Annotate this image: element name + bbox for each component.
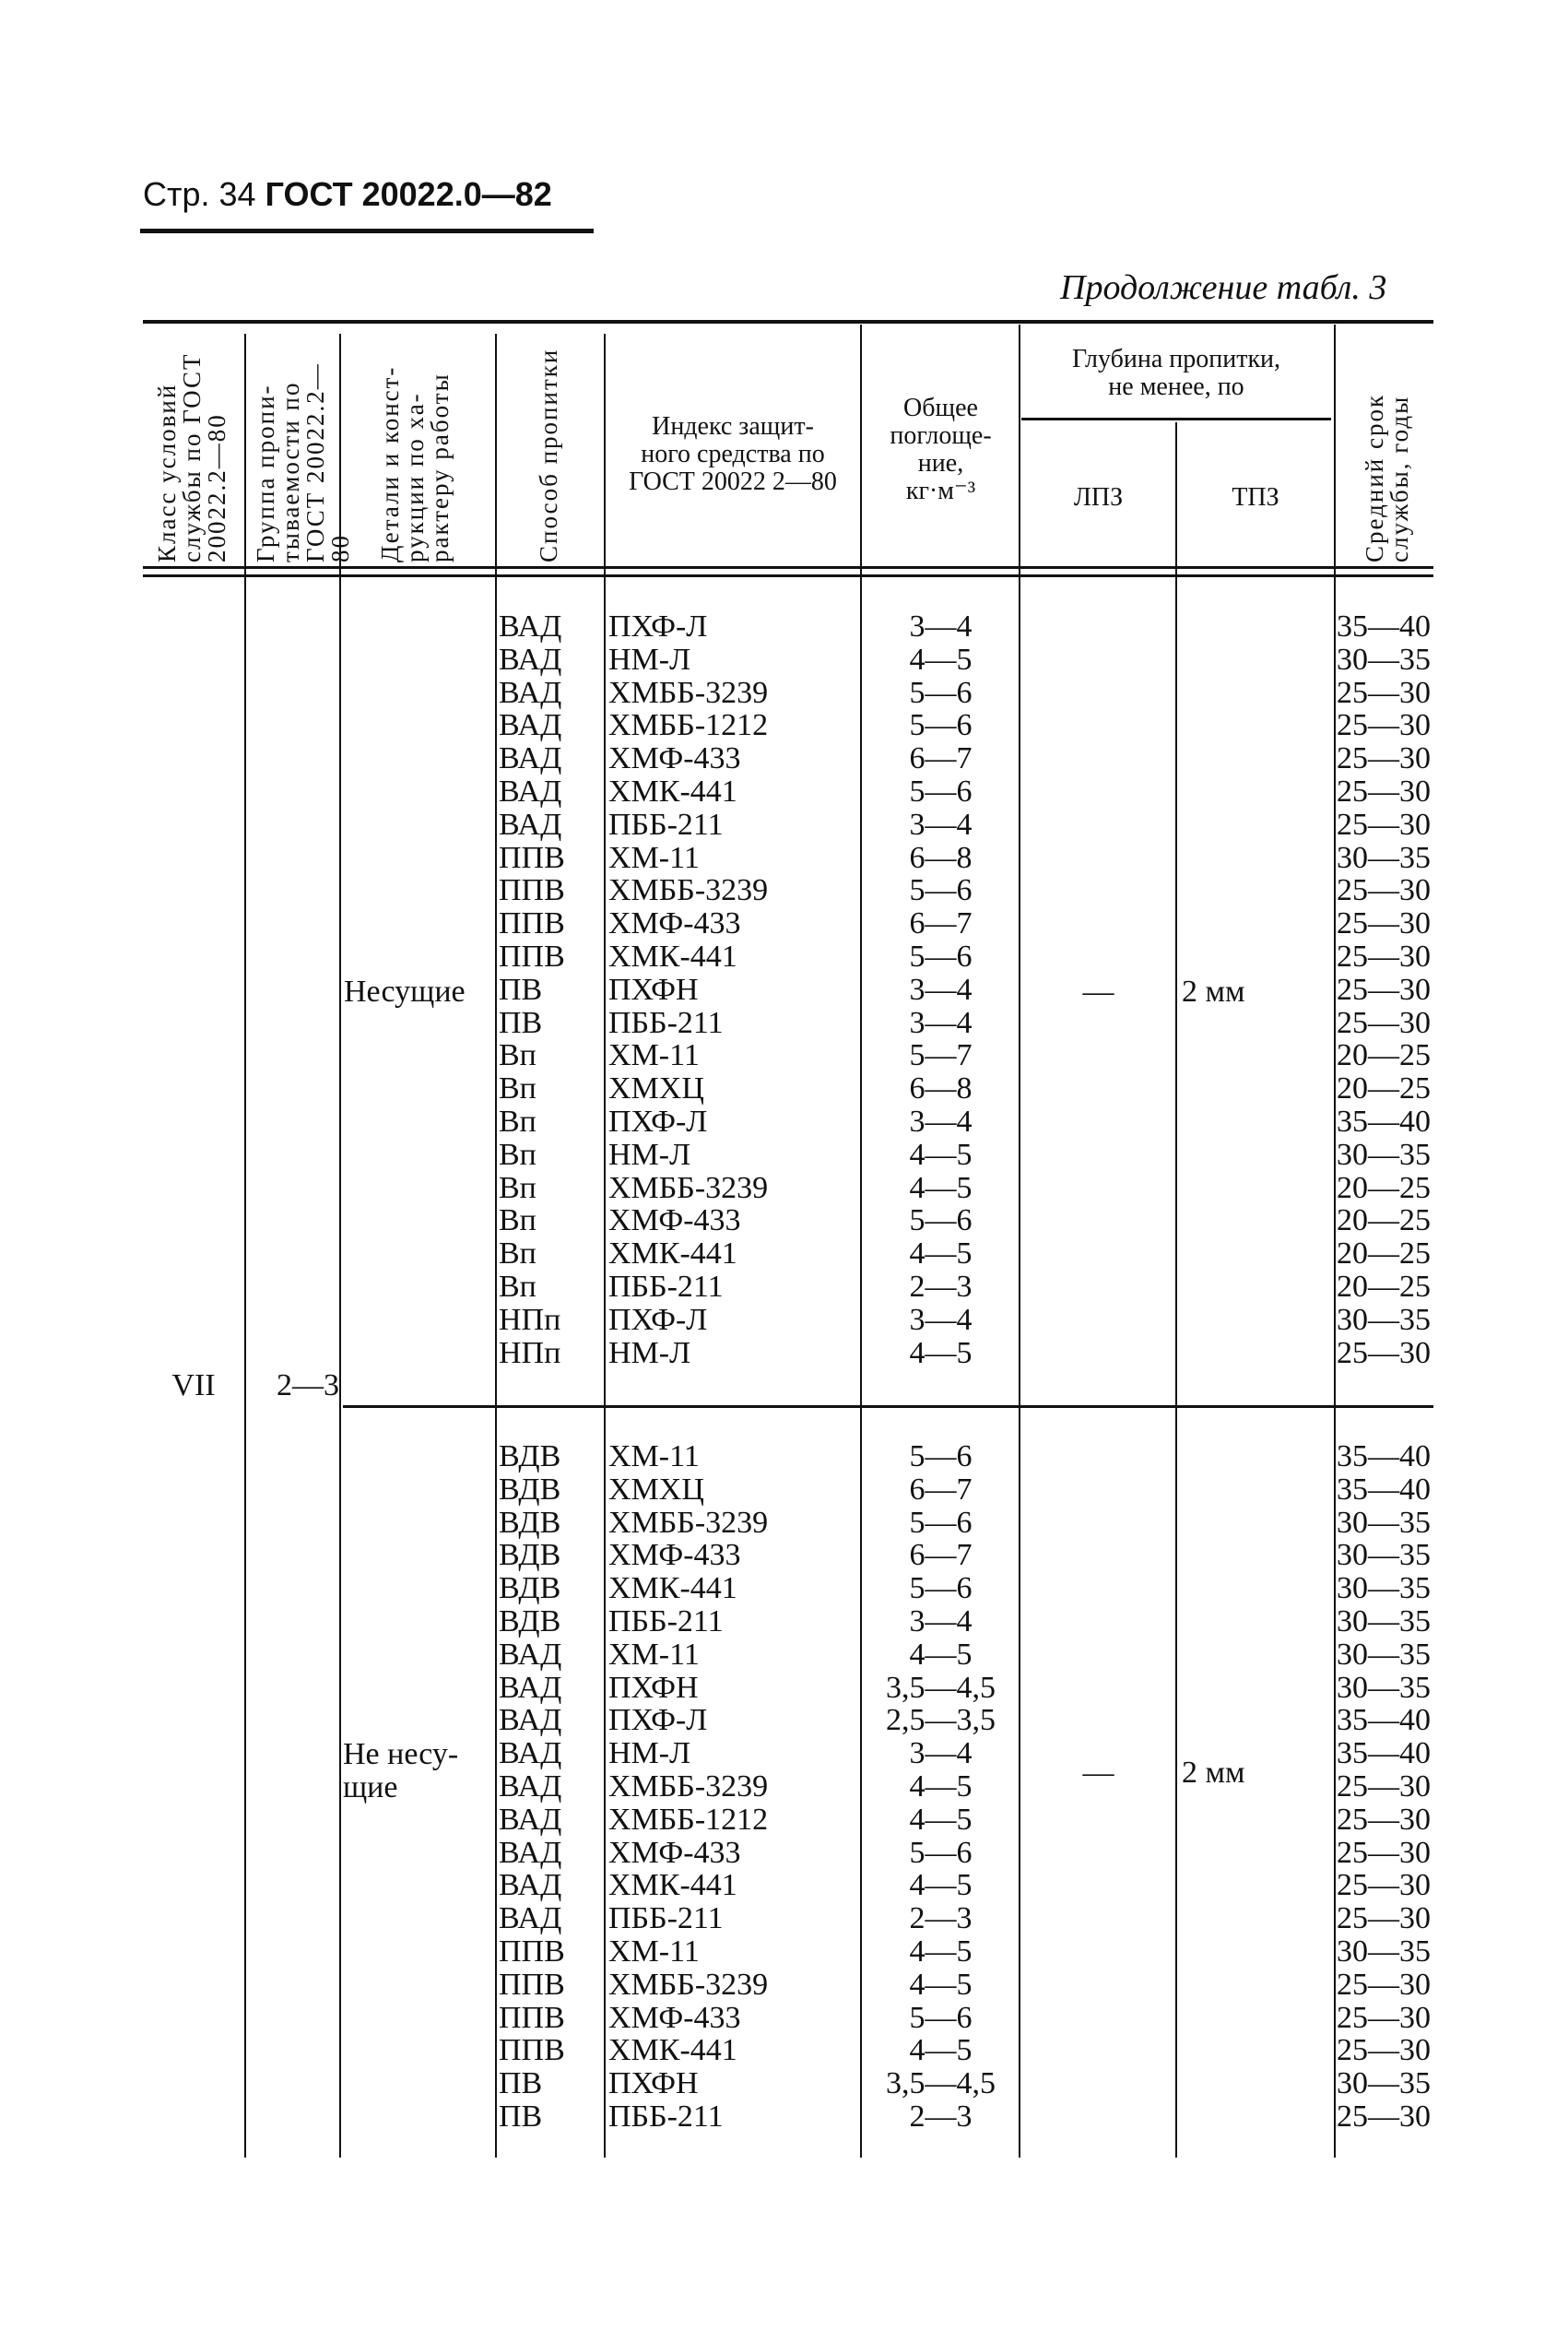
index-cell: ХМХЦ [608,1071,704,1106]
tpz-cell: 2 мм [1182,975,1245,1009]
index-cell: ХМФ-433 [608,1538,741,1573]
absorption-cell: 4—5 [909,2033,973,2068]
index-cell: ХМФ-433 [608,741,741,776]
method-cell: Вп [499,1038,536,1073]
method-cell: Вп [499,1203,536,1238]
method-column [499,1440,600,2134]
tpz-cell: 2 мм [1182,1756,1245,1790]
service-life-cell: 20—25 [1337,1203,1431,1238]
index-cell: ХМК-441 [608,1571,737,1606]
service-life-cell: 25—30 [1337,1901,1431,1936]
service-life-cell: 25—30 [1337,2099,1431,2134]
method-cell: ВАД [499,741,562,776]
method-cell: ВАД [499,1802,562,1837]
index-cell: ХМ-11 [608,1637,700,1672]
service-life-cell: 25—30 [1337,1335,1431,1370]
method-cell: ВДВ [499,1472,561,1507]
method-cell: ВДВ [499,1571,561,1606]
index-cell: ХМФ-433 [608,906,741,941]
header-tpz: ТПЗ [1232,483,1279,512]
service-life-cell: 25—30 [1337,774,1431,809]
absorption-cell: 5—6 [909,2000,973,2035]
method-cell: НПп [499,1335,561,1370]
depth-subheader-rule [1021,418,1331,420]
method-cell: ППВ [499,1934,565,1969]
absorption-column [865,610,1017,1369]
service-life-cell: 30—35 [1337,642,1431,677]
service-life-cell: 25—30 [1337,1802,1431,1837]
method-cell: Вп [499,1071,536,1106]
table-continuation-caption: Продолжение табл. 3 [1060,268,1387,307]
absorption-cell: 4—5 [909,1170,973,1205]
header-absorption: Общее поглоще- ние, кг·м⁻³ [890,394,992,505]
details-cell-non-load-bearing: Не несу- щие [343,1737,459,1804]
method-cell: ППВ [499,873,565,908]
absorption-cell: 3—4 [909,609,973,644]
service-class-cell: VII [171,1368,216,1402]
method-cell: Вп [499,1269,536,1304]
method-cell: Вп [499,1170,536,1205]
method-cell: ВДВ [499,1439,561,1473]
absorption-cell: 3—4 [909,1104,973,1139]
absorption-cell: 2—3 [909,2099,973,2134]
service-life-cell: 25—30 [1337,1835,1431,1870]
index-cell: ХМФ-433 [608,1203,741,1238]
method-cell: Вп [499,1236,536,1271]
service-life-cell: 25—30 [1337,708,1431,743]
absorption-cell: 5—6 [909,774,973,809]
absorption-cell: 3—4 [909,807,973,842]
method-column [499,610,600,1369]
service-life-cell: 35—40 [1337,1703,1431,1738]
absorption-cell: 5—6 [909,873,973,908]
method-cell: ППВ [499,1967,565,2002]
header-bottom-rule [143,566,1433,569]
index-cell: НМ-Л [608,642,691,677]
method-cell: ВДВ [499,1603,561,1638]
table-top-rule [143,320,1433,324]
header-bottom-rule-2 [143,574,1433,577]
page-number: Стр. 34 [143,175,256,213]
col-divider [1334,325,1336,2158]
index-cell: НМ-Л [608,1137,691,1172]
service-life-cell: 25—30 [1337,2033,1431,2068]
method-cell: ППВ [499,939,565,974]
index-cell: ХМ-11 [608,1038,700,1073]
service-life-cell: 20—25 [1337,1269,1431,1304]
index-cell: ПББ-211 [608,807,724,842]
index-cell: ПХФ-Л [608,1703,708,1738]
absorption-cell: 3—4 [909,1736,973,1771]
absorption-cell: 2—3 [909,1269,973,1304]
absorption-cell: 5—6 [909,939,973,974]
service-life-cell: 30—35 [1337,1505,1431,1540]
index-cell: ХМФ-433 [608,1835,741,1870]
col-divider [495,334,497,2158]
index-cell: ПХФ-Л [608,609,708,644]
service-life-cell: 25—30 [1337,906,1431,941]
absorption-cell: 4—5 [909,1137,973,1172]
index-cell: НМ-Л [608,1736,691,1771]
absorption-cell: 6—8 [909,1071,973,1106]
absorption-cell: 2,5—3,5 [886,1703,996,1738]
index-cell: ПХФ-Л [608,1104,708,1139]
service-life-cell: 20—25 [1337,1170,1431,1205]
service-life-cell: 30—35 [1337,1637,1431,1672]
service-life-cell: 35—40 [1337,1472,1431,1507]
method-cell: ВАД [499,708,562,743]
absorption-cell: 3—4 [909,1603,973,1638]
header-impregnability-group: Группа пропи- тываемости по ГОСТ 20022.2—80 [252,362,354,562]
header-details: Детали и конст- рукции по ха- рактеру работы [376,365,454,562]
service-life-cell: 30—35 [1337,1538,1431,1573]
service-life-cell: 30—35 [1337,1934,1431,1969]
method-cell: ВАД [499,642,562,677]
col-divider [860,325,862,2158]
index-cell: ХМББ-3239 [608,675,769,710]
header-service-life: Средний срок службы, годы [1361,393,1413,562]
absorption-cell: 5—7 [909,1038,973,1073]
index-column [608,1440,857,2134]
service-life-cell: 25—30 [1337,2000,1431,2035]
service-life-column [1337,1440,1438,2134]
method-cell: ПВ [499,2066,543,2101]
absorption-cell: 3—4 [909,972,973,1007]
index-cell: ХМББ-3239 [608,1505,769,1540]
col-divider [604,334,606,2158]
index-cell: ХМХЦ [608,1472,704,1507]
absorption-cell: 4—5 [909,1236,973,1271]
service-life-cell: 30—35 [1337,1603,1431,1638]
absorption-cell: 6—7 [909,1472,973,1507]
index-cell: ХМББ-3239 [608,1170,769,1205]
absorption-cell: 6—8 [909,840,973,875]
absorption-cell: 5—6 [909,1571,973,1606]
index-cell: ХМК-441 [608,2033,737,2068]
index-cell: ПХФ-Л [608,1302,708,1337]
index-cell: ХМК-441 [608,1236,737,1271]
method-cell: Вп [499,1104,536,1139]
service-life-cell: 25—30 [1337,1768,1431,1804]
method-cell: ППВ [499,840,565,875]
absorption-cell: 6—7 [909,906,973,941]
method-cell: ВАД [499,1835,562,1870]
index-cell: ХМК-441 [608,939,737,974]
service-life-cell: 25—30 [1337,1868,1431,1903]
method-cell: ПВ [499,2099,543,2134]
method-cell: ВАД [499,1901,562,1936]
absorption-cell: 5—6 [909,675,973,710]
service-life-cell: 25—30 [1337,807,1431,842]
service-life-cell: 30—35 [1337,1571,1431,1606]
index-cell: ХМББ-3239 [608,873,769,908]
lpz-cell: — [1082,1756,1114,1790]
index-column [608,610,857,1369]
absorption-cell: 2—3 [909,1901,973,1936]
col-divider [244,334,246,2158]
index-cell: ПББ-211 [608,1005,724,1040]
method-cell: ВАД [499,609,562,644]
col-divider [1019,325,1020,2158]
index-cell: НМ-Л [608,1335,691,1370]
absorption-cell: 6—7 [909,741,973,776]
absorption-cell: 3,5—4,5 [886,1670,996,1705]
absorption-cell: 5—6 [909,1835,973,1870]
group-cell: 2—3 [277,1368,339,1402]
method-cell: Вп [499,1137,536,1172]
method-cell: НПп [499,1302,561,1337]
section-divider [343,1405,1433,1408]
index-cell: ПХФН [608,1670,699,1705]
col-divider [1175,422,1177,2158]
absorption-cell: 4—5 [909,1868,973,1903]
service-life-cell: 25—30 [1337,939,1431,974]
absorption-cell: 4—5 [909,642,973,677]
absorption-cell: 5—6 [909,1505,973,1540]
method-cell: ВАД [499,675,562,710]
absorption-column [865,1440,1017,2134]
method-cell: ВДВ [499,1505,561,1540]
absorption-cell: 5—6 [909,1203,973,1238]
method-cell: ВАД [499,1768,562,1804]
absorption-cell: 4—5 [909,1934,973,1969]
header-index: Индекс защит- ного средства по ГОСТ 20022 2—80 [629,412,837,496]
absorption-cell: 6—7 [909,1538,973,1573]
index-cell: ПББ-211 [608,1603,724,1638]
service-life-cell: 35—40 [1337,1104,1431,1139]
method-cell: ВАД [499,1637,562,1672]
service-life-column [1337,610,1438,1369]
service-life-cell: 25—30 [1337,972,1431,1007]
absorption-cell: 5—6 [909,1439,973,1473]
service-life-cell: 35—40 [1337,1439,1431,1473]
absorption-cell: 5—6 [909,708,973,743]
method-cell: ППВ [499,2000,565,2035]
service-life-cell: 30—35 [1337,1302,1431,1337]
service-life-cell: 30—35 [1337,1137,1431,1172]
absorption-cell: 4—5 [909,1967,973,2002]
method-cell: ВАД [499,1703,562,1738]
index-cell: ХМББ-3239 [608,1967,769,2002]
standard-number: ГОСТ 20022.0—82 [265,175,552,213]
index-cell: ПББ-211 [608,1901,724,1936]
index-cell: ХМББ-1212 [608,708,769,743]
index-cell: ХМ-11 [608,840,700,875]
service-life-cell: 25—30 [1337,741,1431,776]
page-header [143,175,552,214]
absorption-cell: 4—5 [909,1768,973,1804]
service-life-cell: 35—40 [1337,1736,1431,1771]
index-cell: ХМ-11 [608,1934,700,1969]
index-cell: ХМК-441 [608,1868,737,1903]
method-cell: ВДВ [499,1538,561,1573]
service-life-cell: 20—25 [1337,1236,1431,1271]
index-cell: ХМ-11 [608,1439,700,1473]
method-cell: ВАД [499,1868,562,1903]
method-cell: ПВ [499,1005,543,1040]
lpz-cell: — [1082,975,1114,1009]
absorption-cell: 4—5 [909,1335,973,1370]
header-method: Способ пропитки [535,348,562,562]
service-life-cell: 20—25 [1337,1071,1431,1106]
index-cell: ПХФН [608,972,699,1007]
service-life-cell: 35—40 [1337,609,1431,644]
service-life-cell: 30—35 [1337,1670,1431,1705]
method-cell: ПВ [499,972,543,1007]
service-life-cell: 25—30 [1337,1967,1431,2002]
index-cell: ПББ-211 [608,1269,724,1304]
service-life-cell: 30—35 [1337,2066,1431,2101]
service-life-cell: 20—25 [1337,1038,1431,1073]
index-cell: ХМФ-433 [608,2000,741,2035]
method-cell: ППВ [499,2033,565,2068]
details-cell-load-bearing: Несущие [344,975,466,1009]
index-cell: ХМК-441 [608,774,737,809]
header-depth: Глубина пропитки, не менее, по [1071,345,1281,401]
service-life-cell: 25—30 [1337,873,1431,908]
header-lpz: ЛПЗ [1073,483,1124,512]
absorption-cell: 3—4 [909,1302,973,1337]
absorption-cell: 4—5 [909,1637,973,1672]
service-life-cell: 25—30 [1337,675,1431,710]
method-cell: ППВ [499,906,565,941]
index-cell: ПББ-211 [608,2099,724,2134]
service-life-cell: 25—30 [1337,1005,1431,1040]
index-cell: ХМББ-3239 [608,1768,769,1804]
header-rule [140,229,594,233]
method-cell: ВАД [499,1670,562,1705]
index-cell: ХМББ-1212 [608,1802,769,1837]
header-service-class: Класс условий службы по ГОСТ 20022.2—80 [153,352,230,562]
absorption-cell: 3—4 [909,1005,973,1040]
absorption-cell: 4—5 [909,1802,973,1837]
method-cell: ВАД [499,1736,562,1771]
service-life-cell: 30—35 [1337,840,1431,875]
method-cell: ВАД [499,774,562,809]
method-cell: ВАД [499,807,562,842]
index-cell: ПХФН [608,2066,699,2101]
absorption-cell: 3,5—4,5 [886,2066,996,2101]
col-divider [339,334,341,2158]
